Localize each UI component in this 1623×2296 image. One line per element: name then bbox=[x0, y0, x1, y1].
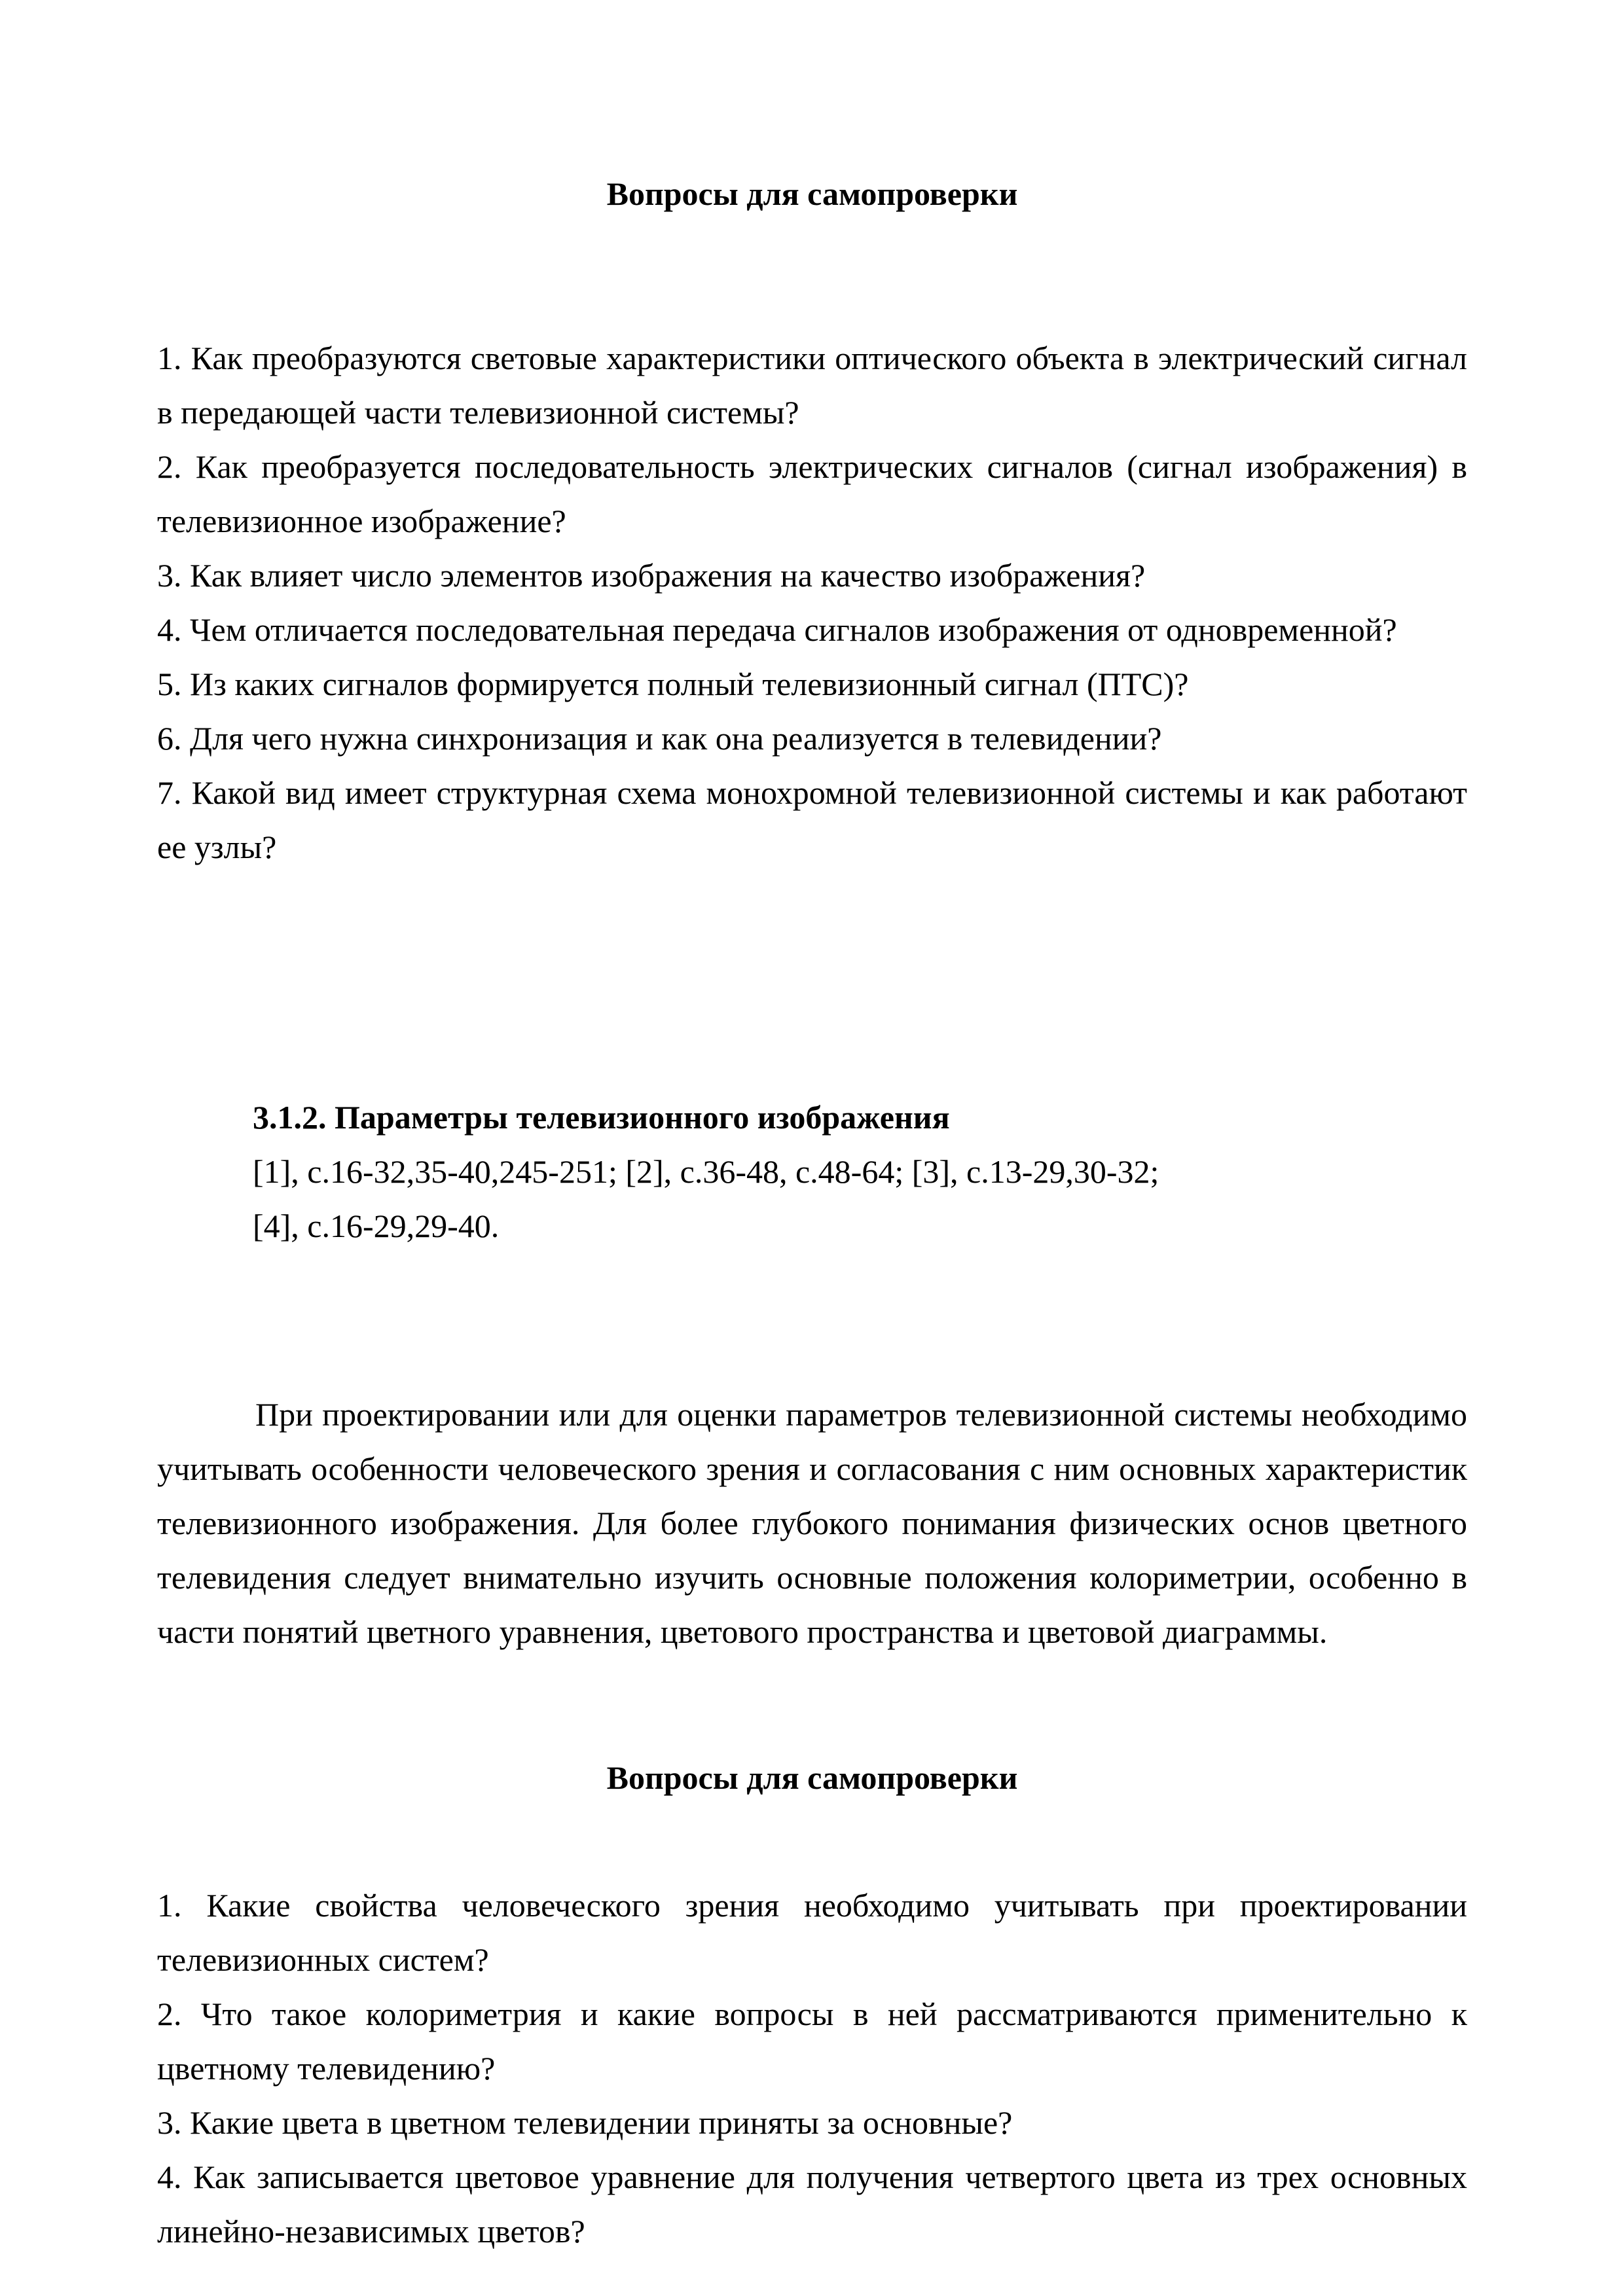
references-line-1: [1], с.16-32,35-40,245-251; [2], с.36-48, с.48-64; [3], с.13-29,30-32; bbox=[253, 1153, 1159, 1190]
question-item: 6. Для чего нужна синхронизация и как она реализуется в телевидении? bbox=[157, 720, 1162, 757]
selfcheck-title-2: Вопросы для самопроверки bbox=[606, 1759, 1018, 1796]
question-list-2 bbox=[157, 1878, 1467, 2259]
question-item: 2. Как преобразуется последовательность электрических сигналов (сигнал изображения) в телевизионное изображение? bbox=[157, 448, 1467, 539]
question-item: 7. Какой вид имеет структурная схема монохромной телевизионной системы и как работают ее узлы? bbox=[157, 774, 1467, 865]
question-list-1 bbox=[157, 331, 1467, 874]
question-item: 3. Как влияет число элементов изображения на качество изображения? bbox=[157, 557, 1146, 594]
question-item: 4. Чем отличается последовательная передача сигналов изображения от одновременной? bbox=[157, 611, 1397, 648]
subsection-3-1-2 bbox=[253, 1090, 1467, 1253]
question-item: 2. Что такое колориметрия и какие вопросы в ней рассматриваются применительно к цветному телевидению? bbox=[157, 1996, 1467, 2087]
question-item: 4. Как записывается цветовое уравнение для получения четвертого цвета из трех основных линейно-независимых цветов? bbox=[157, 2159, 1467, 2250]
body-paragraph: При проектировании или для оценки параметров телевизионной системы необходимо учитывать особенности человеческого зрения и согласования с ним основных характеристик телевизионного изображения. Для более глубокого понимания физических основ цветного телевидения следует внимательно изучить основные положения колориметрии, особенно в части понятий цветного уравнения, цветового пространства и цветовой диаграммы. bbox=[157, 1396, 1467, 1650]
question-item: 5. Из каких сигналов формируется полный телевизионный сигнал (ПТС)? bbox=[157, 666, 1189, 702]
selfcheck-title-1: Вопросы для самопроверки bbox=[606, 175, 1018, 212]
question-item: 3. Какие цвета в цветном телевидении приняты за основные? bbox=[157, 2104, 1013, 2141]
subsection-heading: 3.1.2. Параметры телевизионного изображения bbox=[253, 1099, 950, 1136]
question-item: 1. Как преобразуются световые характеристики оптического объекта в электрический сигнал в передающей части телевизионной системы? bbox=[157, 340, 1467, 431]
question-item: 1. Какие свойства человеческого зрения необходимо учитывать при проектировании телевизионных систем? bbox=[157, 1887, 1467, 1978]
references-line-2: [4], с.16-29,29-40. bbox=[253, 1208, 500, 1244]
